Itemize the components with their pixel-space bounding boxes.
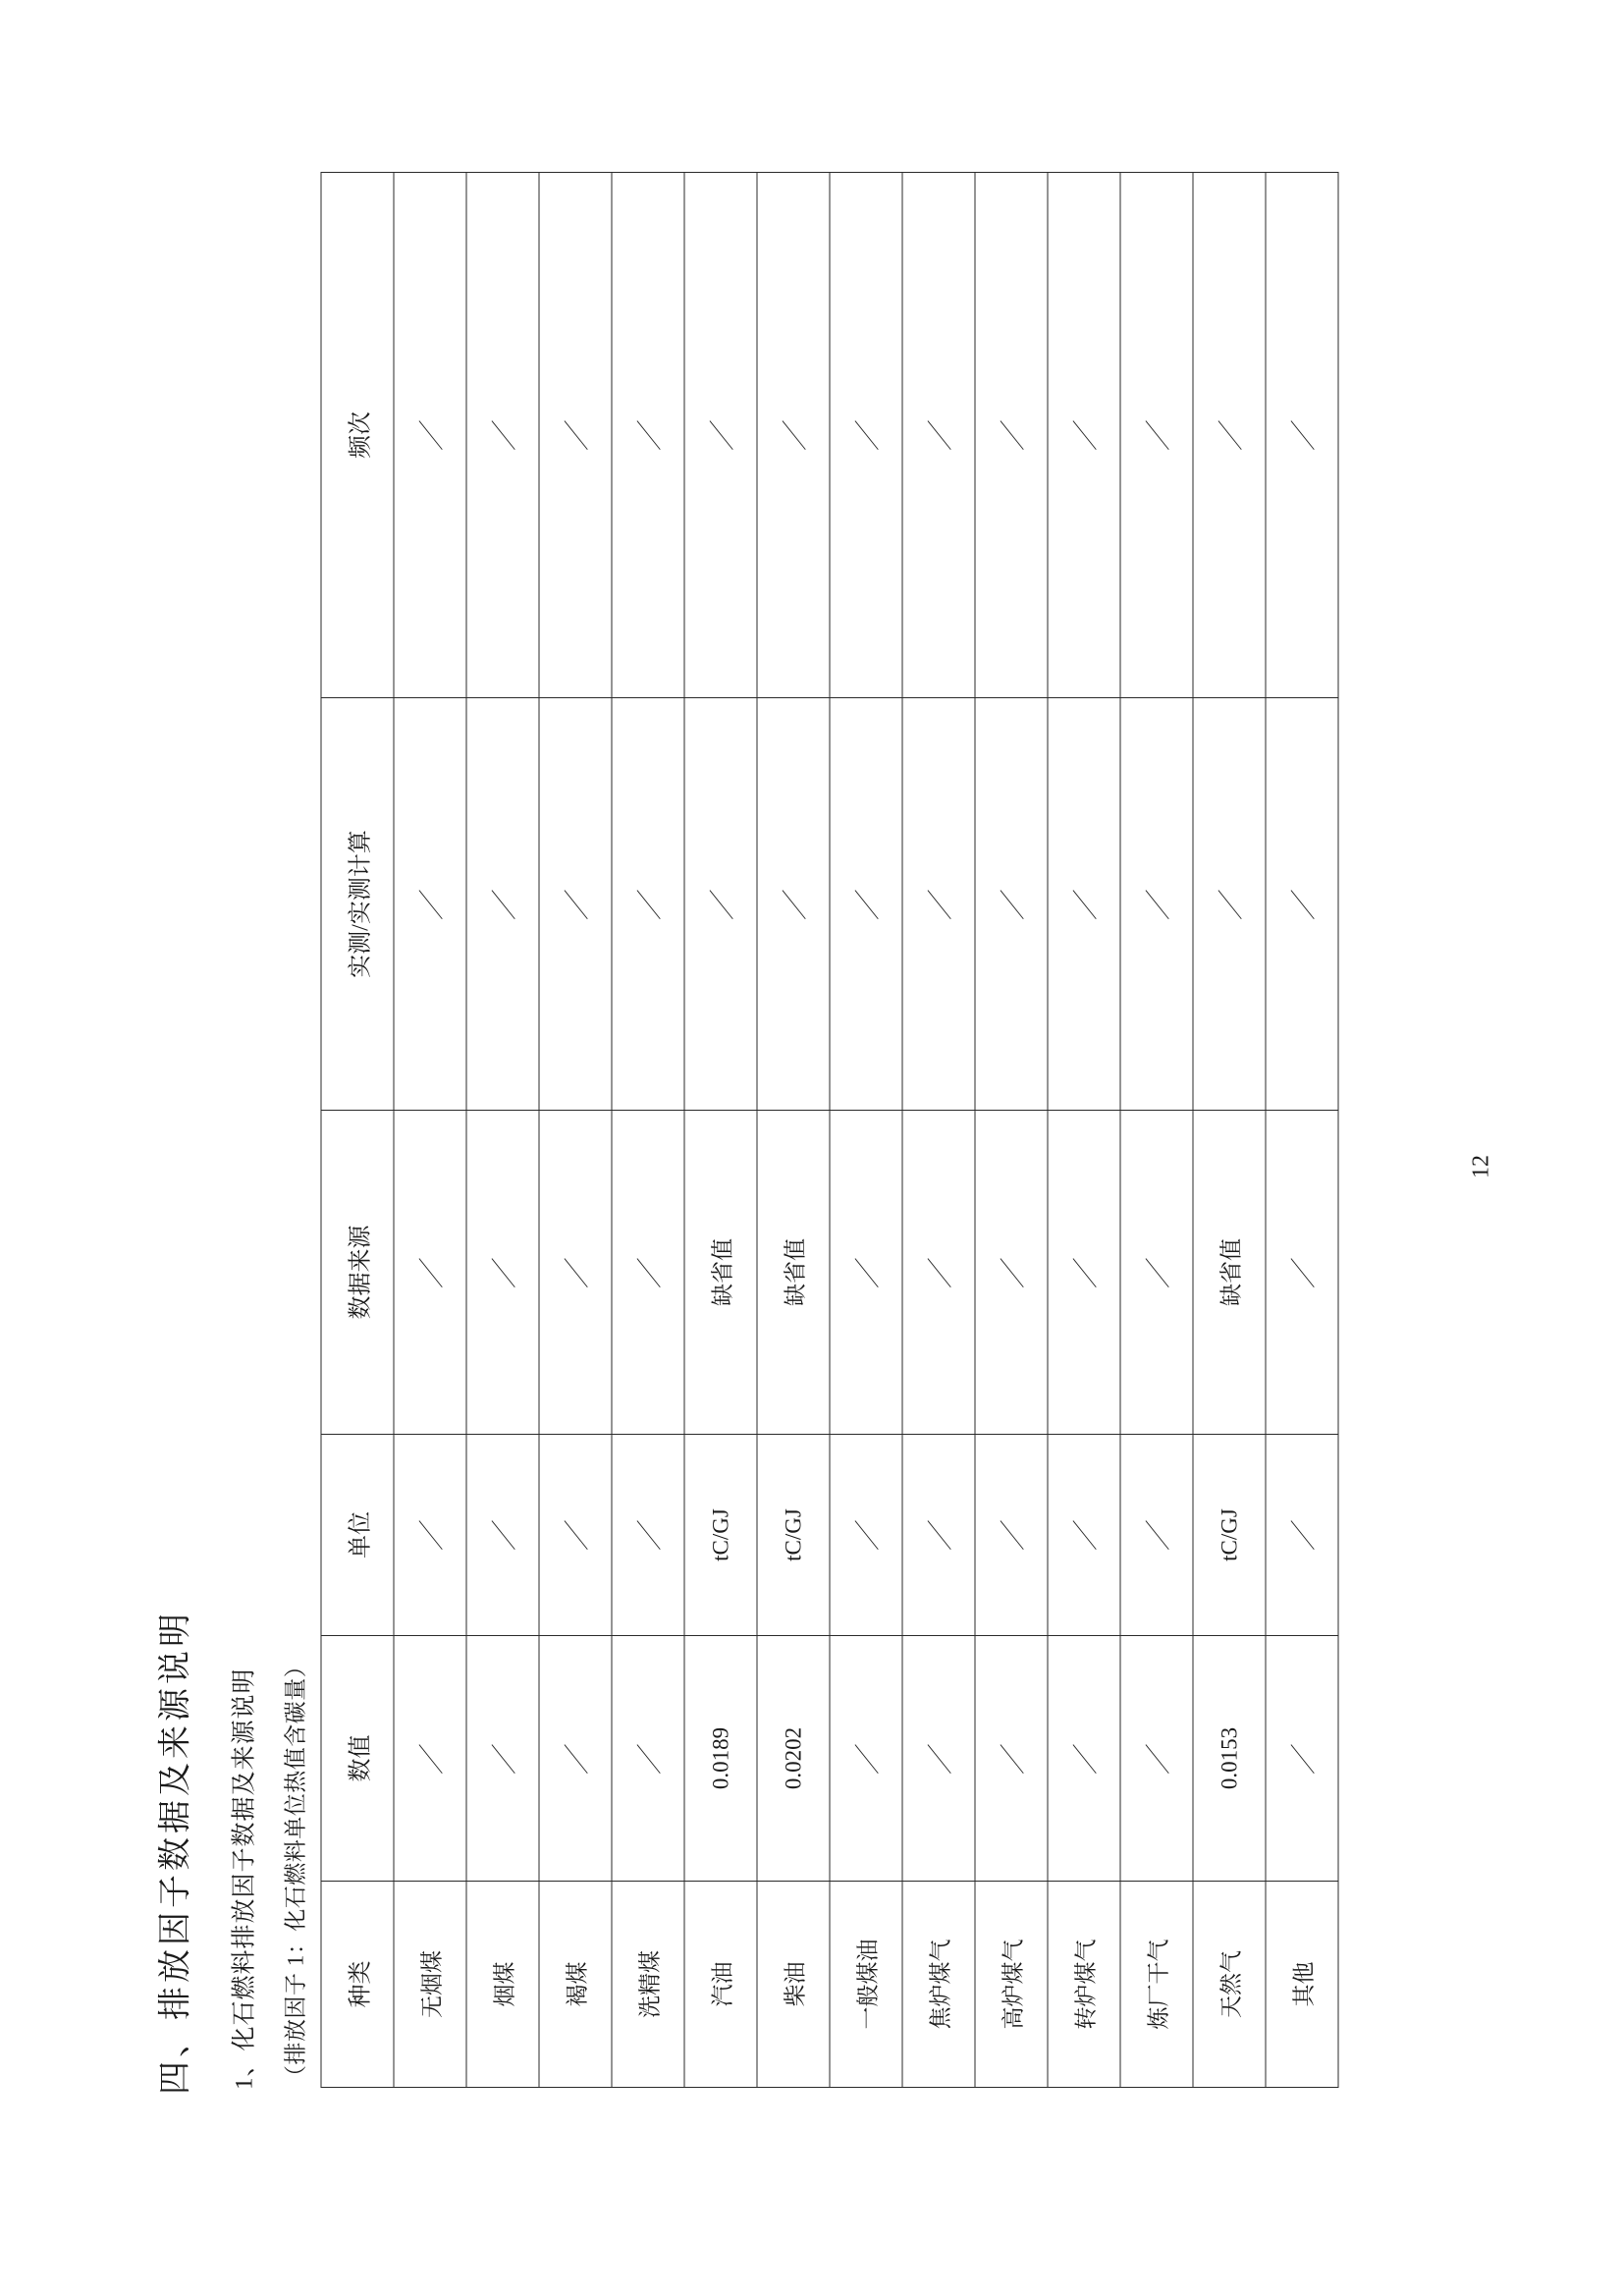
cell-measurement	[684, 698, 757, 1111]
empty-slash-mark: ／	[926, 418, 954, 453]
table-caption: （排放因子 1：化石燃料单位热值含碳量）	[283, 1654, 307, 2088]
table-row	[1266, 173, 1338, 2088]
empty-slash-mark: ／	[708, 888, 736, 921]
empty-slash-mark: ／	[926, 888, 954, 921]
column-header-value: 数值	[321, 1636, 394, 1882]
cell-frequency	[539, 173, 612, 698]
empty-slash-mark: ／	[1289, 1742, 1318, 1776]
emission-factor-table	[320, 172, 1338, 2088]
cell-unit	[394, 1435, 466, 1636]
cell-frequency	[975, 173, 1048, 698]
empty-slash-mark: ／	[563, 418, 591, 453]
cell-measurement	[757, 698, 830, 1111]
empty-slash-mark: ／	[853, 418, 882, 453]
cell-unit: tC/GJ	[757, 1435, 830, 1636]
empty-slash-mark: ／	[1289, 1518, 1318, 1553]
cell-source	[394, 1111, 466, 1435]
cell-kind: 汽油	[684, 1882, 757, 2088]
empty-slash-mark: ／	[635, 1256, 664, 1289]
cell-source	[1048, 1111, 1120, 1435]
empty-slash-mark: ／	[490, 1256, 518, 1289]
cell-frequency	[1193, 173, 1266, 698]
empty-slash-mark: ／	[1144, 1518, 1172, 1553]
empty-slash-mark: ／	[1217, 418, 1245, 453]
cell-source: 缺省值	[684, 1111, 757, 1435]
empty-slash-mark: ／	[1071, 418, 1100, 453]
cell-source	[975, 1111, 1048, 1435]
empty-slash-mark: ／	[490, 1742, 518, 1776]
cell-measurement	[394, 698, 466, 1111]
cell-measurement	[466, 698, 539, 1111]
empty-slash-mark: ／	[999, 888, 1027, 921]
cell-value	[612, 1636, 684, 1882]
empty-slash-mark: ／	[1144, 888, 1172, 921]
cell-kind: 高炉煤气	[975, 1882, 1048, 2088]
table-row	[539, 173, 612, 2088]
table-row	[830, 173, 902, 2088]
empty-slash-mark: ／	[1144, 1742, 1172, 1776]
cell-source	[1120, 1111, 1193, 1435]
cell-value: 0.0189	[684, 1636, 757, 1882]
cell-measurement	[830, 698, 902, 1111]
cell-frequency	[394, 173, 466, 698]
empty-slash-mark: ／	[926, 1256, 954, 1289]
cell-unit	[830, 1435, 902, 1636]
cell-source: 缺省值	[757, 1111, 830, 1435]
cell-frequency	[902, 173, 975, 698]
cell-frequency	[830, 173, 902, 698]
empty-slash-mark: ／	[781, 888, 809, 921]
table-body	[394, 173, 1338, 2088]
empty-slash-mark: ／	[999, 418, 1027, 453]
empty-slash-mark: ／	[563, 1518, 591, 1553]
empty-slash-mark: ／	[853, 1256, 882, 1289]
empty-slash-mark: ／	[635, 888, 664, 921]
section-heading: 四、排放因子数据及来源说明	[157, 1610, 193, 2095]
cell-kind: 烟煤	[466, 1882, 539, 2088]
table-header-row	[321, 173, 394, 2088]
cell-kind: 炼厂干气	[1120, 1882, 1193, 2088]
cell-value	[394, 1636, 466, 1882]
empty-slash-mark: ／	[417, 1256, 446, 1289]
cell-value	[902, 1636, 975, 1882]
empty-slash-mark: ／	[853, 1518, 882, 1553]
cell-kind: 无烟煤	[394, 1882, 466, 2088]
cell-measurement	[1048, 698, 1120, 1111]
cell-value	[466, 1636, 539, 1882]
empty-slash-mark: ／	[1144, 1256, 1172, 1289]
cell-kind: 褐煤	[539, 1882, 612, 2088]
table-row	[975, 173, 1048, 2088]
cell-source	[539, 1111, 612, 1435]
cell-kind: 焦炉煤气	[902, 1882, 975, 2088]
table-row	[1048, 173, 1120, 2088]
cell-kind: 一般煤油	[830, 1882, 902, 2088]
empty-slash-mark: ／	[1071, 1518, 1100, 1553]
cell-source	[830, 1111, 902, 1435]
cell-frequency	[1120, 173, 1193, 698]
cell-unit	[612, 1435, 684, 1636]
cell-frequency	[684, 173, 757, 698]
empty-slash-mark: ／	[417, 1742, 446, 1776]
table-row	[757, 173, 830, 2088]
cell-unit	[1048, 1435, 1120, 1636]
empty-slash-mark: ／	[635, 1742, 664, 1776]
empty-slash-mark: ／	[490, 1518, 518, 1553]
empty-slash-mark: ／	[708, 418, 736, 453]
empty-slash-mark: ／	[490, 418, 518, 453]
cell-value	[830, 1636, 902, 1882]
empty-slash-mark: ／	[563, 1742, 591, 1776]
empty-slash-mark: ／	[417, 888, 446, 921]
cell-kind: 其他	[1266, 1882, 1338, 2088]
column-header-frequency: 频次	[321, 173, 394, 698]
cell-value: 0.0153	[1193, 1636, 1266, 1882]
empty-slash-mark: ／	[635, 1518, 664, 1553]
empty-slash-mark: ／	[999, 1518, 1027, 1553]
cell-value	[975, 1636, 1048, 1882]
table-row	[612, 173, 684, 2088]
empty-slash-mark: ／	[926, 1742, 954, 1776]
empty-slash-mark: ／	[1071, 888, 1100, 921]
cell-measurement	[1193, 698, 1266, 1111]
cell-measurement	[902, 698, 975, 1111]
table-row	[1120, 173, 1193, 2088]
cell-frequency	[1266, 173, 1338, 698]
cell-frequency	[612, 173, 684, 698]
page-number: 12	[1468, 1155, 1493, 1178]
empty-slash-mark: ／	[417, 418, 446, 453]
cell-value	[1120, 1636, 1193, 1882]
cell-source	[1266, 1111, 1338, 1435]
column-header-measurement: 实测/实测计算	[321, 698, 394, 1111]
table-row	[902, 173, 975, 2088]
column-header-kind: 种类	[321, 1882, 394, 2088]
empty-slash-mark: ／	[999, 1742, 1027, 1776]
cell-unit: tC/GJ	[684, 1435, 757, 1636]
empty-slash-mark: ／	[1289, 1256, 1318, 1289]
cell-measurement	[1120, 698, 1193, 1111]
cell-unit: tC/GJ	[1193, 1435, 1266, 1636]
cell-frequency	[466, 173, 539, 698]
empty-slash-mark: ／	[1289, 888, 1318, 921]
cell-unit	[1120, 1435, 1193, 1636]
empty-slash-mark: ／	[781, 418, 809, 453]
empty-slash-mark: ／	[1071, 1742, 1100, 1776]
cell-frequency	[1048, 173, 1120, 698]
cell-unit	[539, 1435, 612, 1636]
table-row	[466, 173, 539, 2088]
cell-unit	[466, 1435, 539, 1636]
empty-slash-mark: ／	[1071, 1256, 1100, 1289]
table-row	[684, 173, 757, 2088]
subsection-heading: 1、化石燃料排放因子数据及来源说明	[231, 1667, 257, 2090]
empty-slash-mark: ／	[417, 1518, 446, 1553]
table-row	[1193, 173, 1266, 2088]
cell-kind: 洗精煤	[612, 1882, 684, 2088]
cell-value	[1048, 1636, 1120, 1882]
empty-slash-mark: ／	[1217, 888, 1245, 921]
cell-source	[612, 1111, 684, 1435]
empty-slash-mark: ／	[635, 418, 664, 453]
cell-source	[902, 1111, 975, 1435]
cell-unit	[902, 1435, 975, 1636]
cell-value: 0.0202	[757, 1636, 830, 1882]
cell-frequency	[757, 173, 830, 698]
cell-source	[466, 1111, 539, 1435]
cell-source: 缺省值	[1193, 1111, 1266, 1435]
cell-kind: 柴油	[757, 1882, 830, 2088]
cell-unit	[1266, 1435, 1338, 1636]
empty-slash-mark: ／	[853, 888, 882, 921]
column-header-unit: 单位	[321, 1435, 394, 1636]
cell-measurement	[612, 698, 684, 1111]
empty-slash-mark: ／	[490, 888, 518, 921]
empty-slash-mark: ／	[926, 1518, 954, 1553]
table-row	[394, 173, 466, 2088]
cell-unit	[975, 1435, 1048, 1636]
empty-slash-mark: ／	[1144, 418, 1172, 453]
cell-value	[539, 1636, 612, 1882]
empty-slash-mark: ／	[563, 1256, 591, 1289]
empty-slash-mark: ／	[563, 888, 591, 921]
cell-measurement	[975, 698, 1048, 1111]
cell-value	[1266, 1636, 1338, 1882]
cell-measurement	[1266, 698, 1338, 1111]
column-header-source: 数据来源	[321, 1111, 394, 1435]
empty-slash-mark: ／	[999, 1256, 1027, 1289]
cell-measurement	[539, 698, 612, 1111]
cell-kind: 转炉煤气	[1048, 1882, 1120, 2088]
empty-slash-mark: ／	[853, 1742, 882, 1776]
empty-slash-mark: ／	[1289, 418, 1318, 453]
cell-kind: 天然气	[1193, 1882, 1266, 2088]
